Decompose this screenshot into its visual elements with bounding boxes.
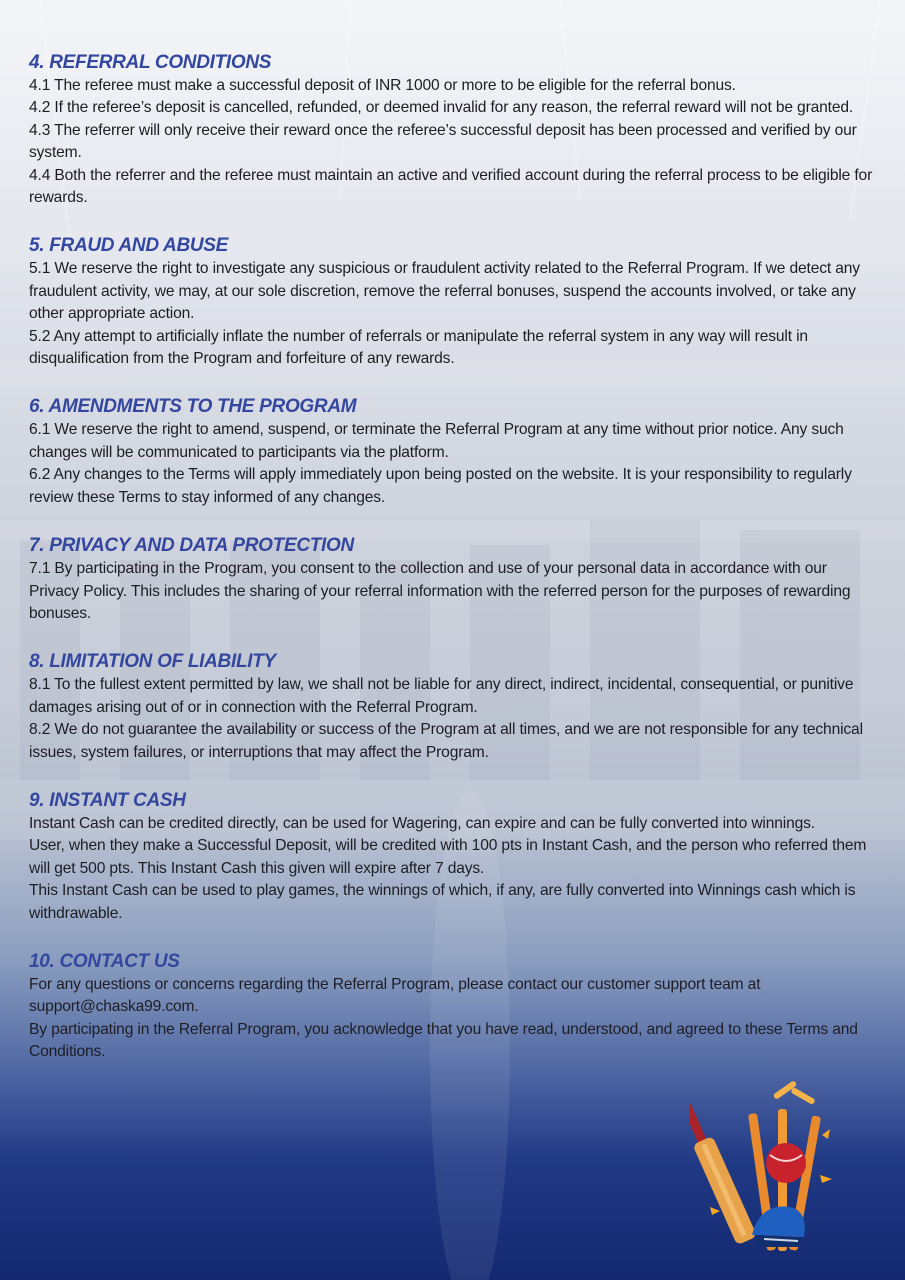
section-4 [29, 52, 879, 209]
section-8 [29, 651, 879, 764]
section-paragraph: User, when they make a Successful Deposit, will be credited with 100 pts in Instant Cash, and the person who referred them will get 500 pts. This Instant Cash this given will expire after 7 days. [29, 837, 867, 877]
section-paragraph: By participating in the Referral Program, you acknowledge that you have read, understood, and agreed to these Terms and Conditions. [29, 1020, 858, 1061]
section-10 [29, 951, 879, 1064]
section-title: 10. CONTACT US [29, 950, 180, 972]
section-title: 8. LIMITATION OF LIABILITY [29, 651, 276, 673]
section-paragraph: 6.1 We reserve the right to amend, suspend, or terminate the Referral Program at any time without prior notice. Any such changes will be communicated to participants via the platform. [29, 421, 844, 461]
section-paragraph: 5.2 Any attempt to artificially inflate the number of referrals or manipulate the referral system in any way will result in disqualification from the Program and forfeiture of any rewards. [29, 327, 808, 368]
section-5 [29, 235, 879, 370]
section-paragraph: 4.3 The referrer will only receive their reward once the referee’s successful deposit has been processed and verified by our system. [29, 121, 857, 162]
section-paragraph: 4.1 The referee must make a successful deposit of INR 1000 or more to be eligible for the referral bonus. [29, 77, 736, 94]
section-paragraph: 8.1 To the fullest extent permitted by law, we shall not be liable for any direct, indirect, incidental, consequential, or punitive damages arising out of or in connection with the Referral Program. [29, 676, 854, 716]
section-9 [29, 790, 879, 925]
section-title: 9. INSTANT CASH [29, 789, 186, 811]
section-title: 7. PRIVACY AND DATA PROTECTION [29, 535, 354, 557]
terms-document [29, 52, 879, 1090]
section-paragraph: 6.2 Any changes to the Terms will apply immediately upon being posted on the website. It is your responsibility to regularly review these Terms to stay informed of any changes. [29, 466, 852, 506]
section-6 [29, 396, 879, 509]
section-7 [29, 535, 879, 625]
section-paragraph: This Instant Cash can be used to play games, the winnings of which, if any, are fully converted into Winnings cash which is withdrawable. [29, 882, 856, 922]
cricket-bat-ball-stumps-helmet-icon [690, 1075, 840, 1265]
section-paragraph: 4.2 If the referee’s deposit is cancelled, refunded, or deemed invalid for any reason, the referral reward will not be granted. [29, 99, 854, 117]
section-paragraph: 5.1 We reserve the right to investigate any suspicious or fraudulent activity related to the Referral Program. If we detect any fraudulent activity, we may, at our sole discretion, remove the referral bonuses, suspend the accounts involved, or take any other appropriate action. [29, 260, 860, 323]
section-title: 5. FRAUD AND ABUSE [29, 235, 229, 257]
section-title: 6. AMENDMENTS TO THE PROGRAM [29, 396, 357, 418]
section-paragraph: 8.2 We do not guarantee the availability or success of the Program at all times, and we are not responsible for any technical issues, system failures, or interruptions that may affect the Program. [29, 721, 863, 761]
section-paragraph: Instant Cash can be credited directly, can be used for Wagering, can expire and can be fully converted into winnings. [29, 814, 815, 832]
section-title: 4. REFERRAL CONDITIONS [29, 52, 272, 73]
section-paragraph: 4.4 Both the referrer and the referee must maintain an active and verified account during the referral process to be eligible for rewards. [29, 166, 873, 207]
section-paragraph: For any questions or concerns regarding the Referral Program, please contact our customer support team at support@chaska99.com. [29, 975, 761, 1016]
section-paragraph: 7.1 By participating in the Program, you consent to the collection and use of your personal data in accordance with our Privacy Policy. This includes the sharing of your referral information with the referred person for the purposes of rewarding bonuses. [29, 560, 851, 622]
